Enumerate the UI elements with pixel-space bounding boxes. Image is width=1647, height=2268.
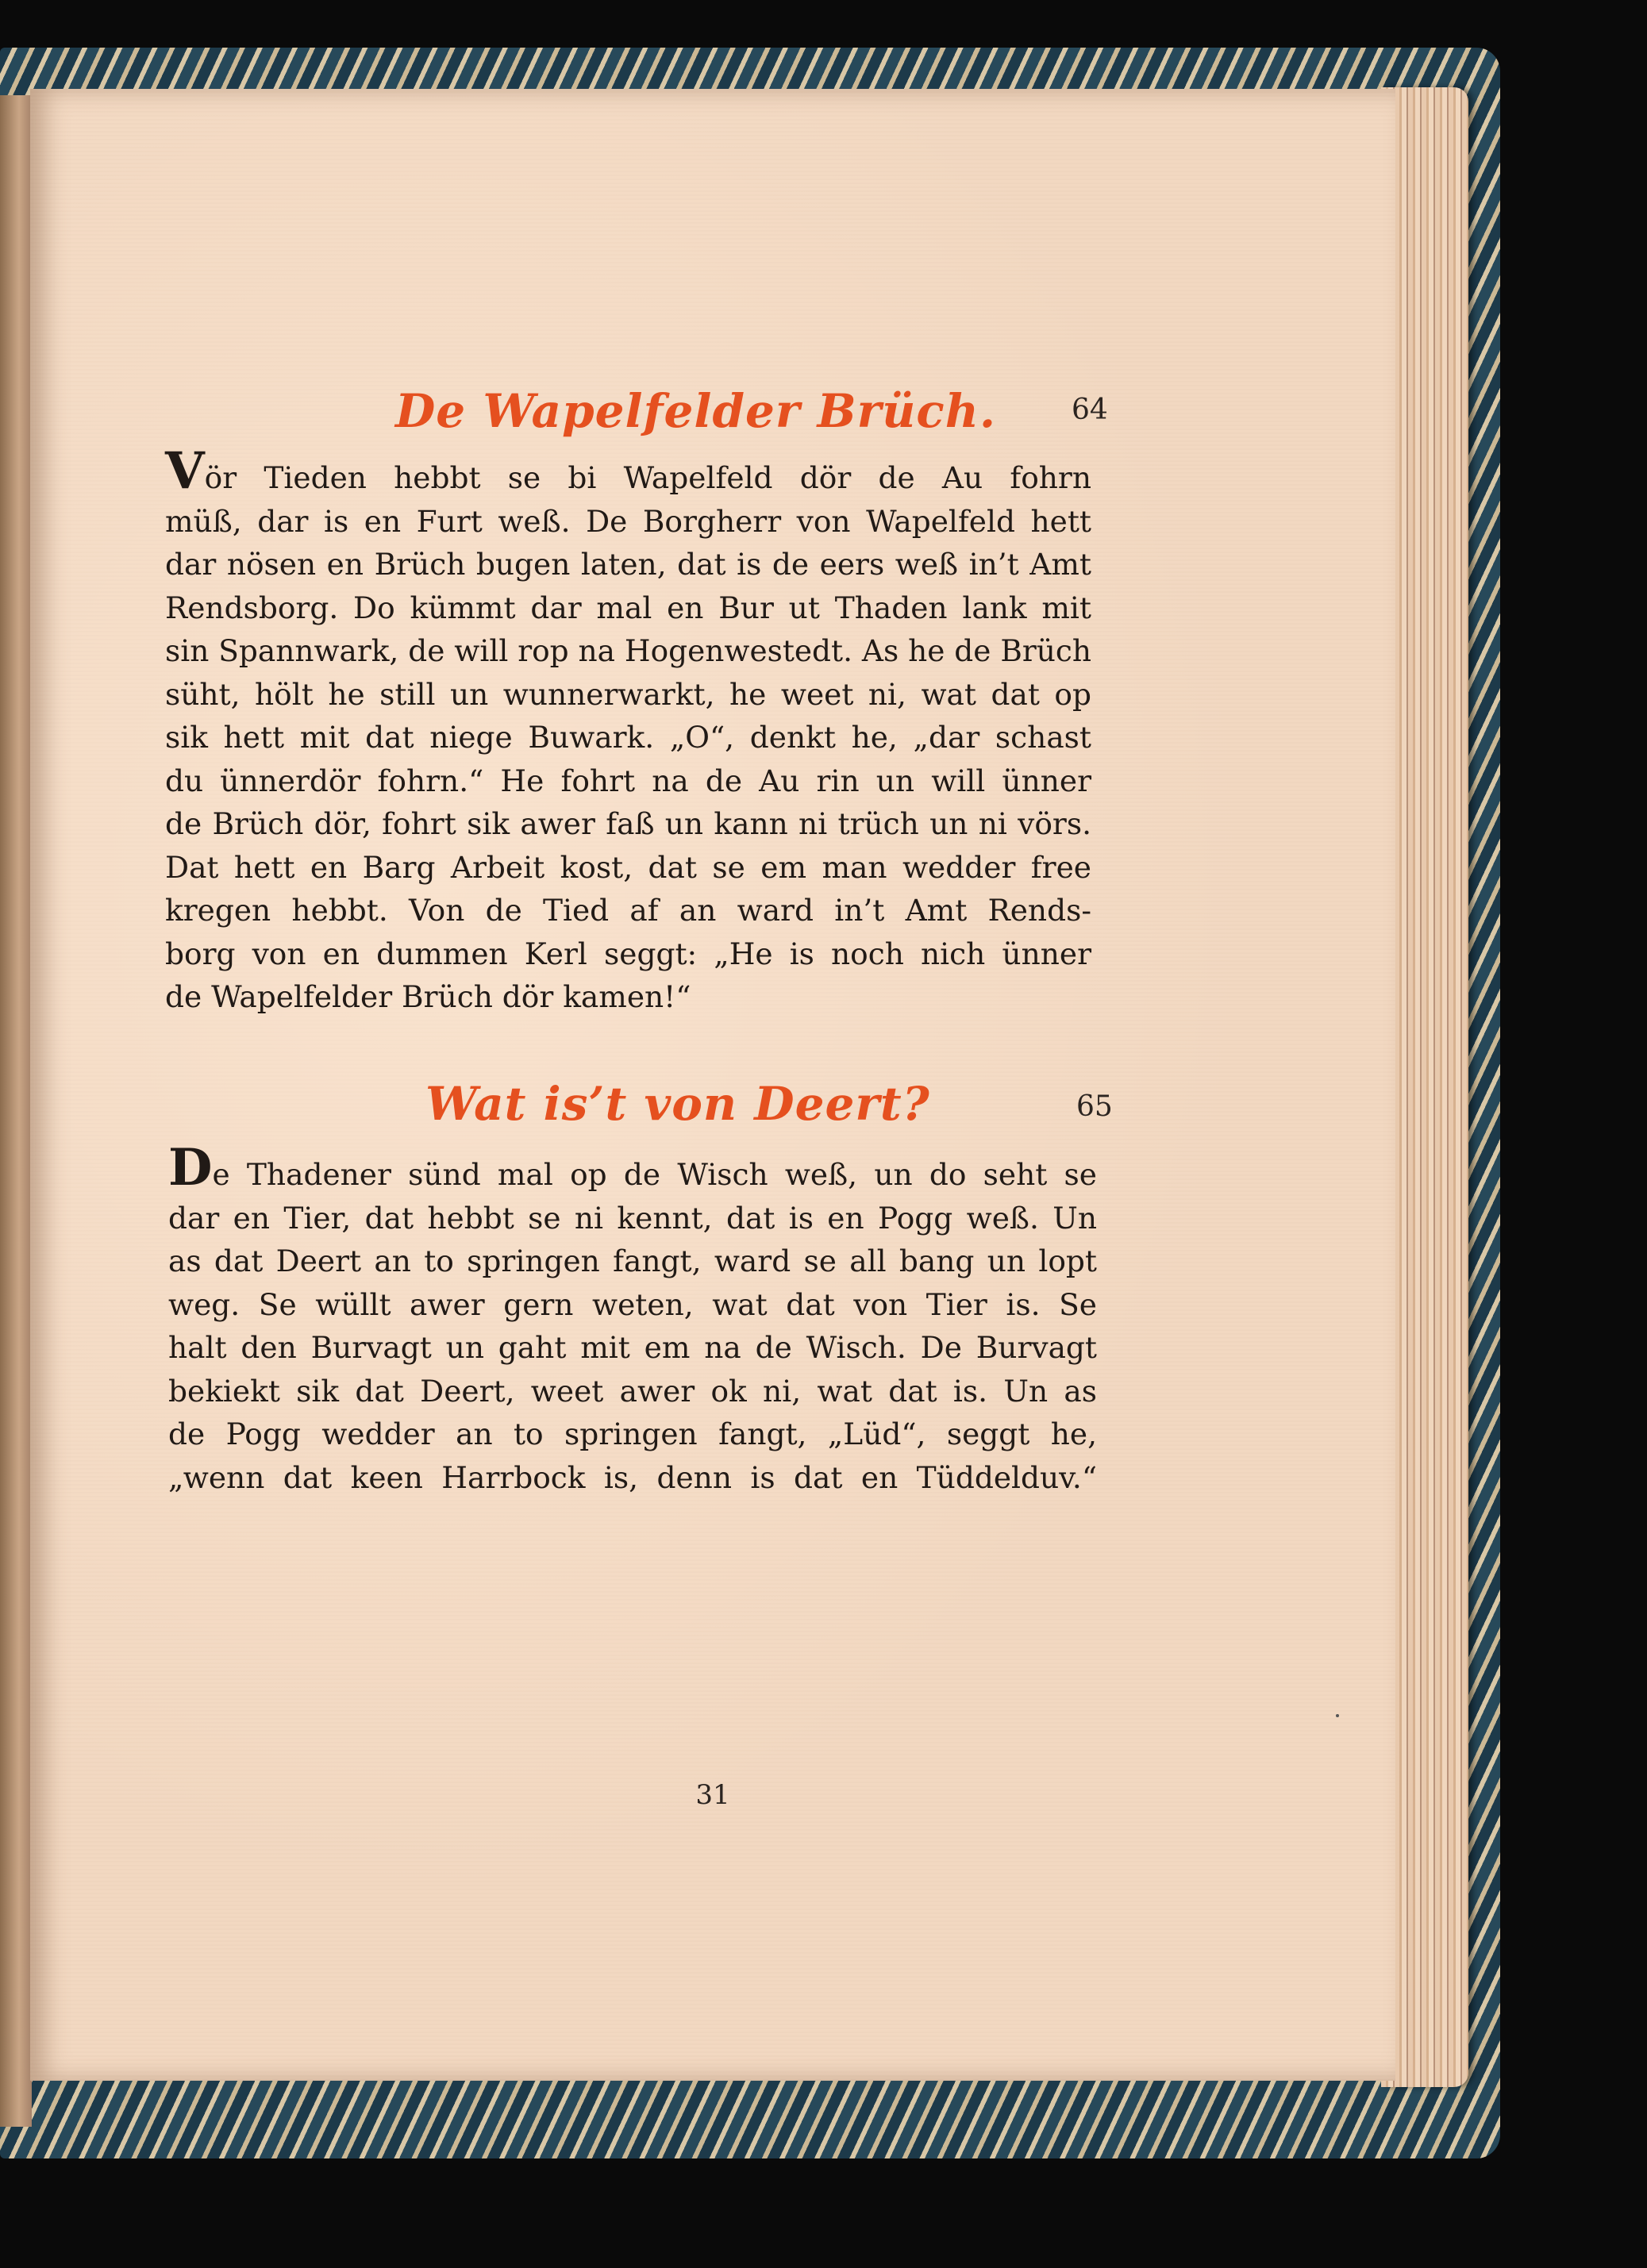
left-page-edge: [0, 95, 32, 2127]
text-line: as dat Deert an to springen fangt, ward se all bang un lopt: [168, 1244, 1097, 1278]
text-line: de Brüch dör, fohrt sik awer faß un kann ni trüch un ni vörs.: [165, 806, 1091, 841]
page-number: 31: [695, 1779, 730, 1811]
text-line: De Thadener sünd mal op de Wisch weß, un do seht se: [168, 1138, 1097, 1197]
text-line: du ünnerdör fohrn.“ He fohrt na de Au rin un will ünner: [165, 763, 1091, 798]
text-line: sik hett mit dat niege Buwark. „O“, denkt he, „dar schast: [165, 720, 1091, 755]
text-line: sin Spannwark, de will rop na Hogenwestedt. As he de Brüch: [165, 633, 1091, 668]
text-line: Dat hett en Barg Arbeit kost, dat se em man wedder free: [165, 849, 1091, 885]
text-line: borg von en dummen Kerl seggt: „He is noch nich ünner: [165, 936, 1091, 971]
text-line: bekiekt sik dat Deert, weet awer ok ni, wat dat is. Un as: [168, 1373, 1097, 1409]
text-line: halt den Burvagt un gaht mit em na de Wisch. De Burvagt: [168, 1330, 1097, 1365]
text-line: dar en Tier, dat hebbt se ni kennt, dat is en Pogg weß. Un: [168, 1200, 1097, 1236]
text-line: „wenn dat keen Harrbock is, denn is dat en Tüddelduv.“: [168, 1459, 1097, 1495]
story-number: 64: [1072, 394, 1108, 426]
drop-cap: D: [168, 1138, 213, 1197]
page-speck: [1336, 1714, 1339, 1717]
text-line: süht, hölt he still un wunnerwarkt, he weet ni, wat dat op: [165, 676, 1091, 712]
story-text: [165, 441, 1091, 1019]
story-title: De Wapelfelder Brüch.: [395, 384, 997, 438]
text-line: Vör Tieden hebbt se bi Wapelfeld dör de Au fohrn: [165, 441, 1091, 501]
book-page: [30, 89, 1395, 2081]
text-line: dar nösen en Brüch bugen laten, dat is de eers weß in’t Amt: [165, 547, 1091, 582]
text-line: weg. Se wüllt awer gern weten, wat dat von Tier is. Se: [168, 1286, 1097, 1322]
story-number: 65: [1076, 1090, 1113, 1123]
text-line: kregen hebbt. Von de Tied af an ward in’t Amt Rends-: [165, 893, 1091, 928]
text-line: de Wapelfelder Brüch dör kamen!“: [165, 979, 691, 1014]
drop-cap: V: [165, 441, 205, 501]
text-line: de Pogg wedder an to springen fangt, „Lüd“, seggt he,: [168, 1417, 1097, 1451]
story-text: [168, 1138, 1097, 1499]
text-line: müß, dar is en Furt weß. De Borgherr von Wapelfeld hett: [165, 503, 1091, 539]
story-title: Wat is’t von Deert?: [425, 1077, 930, 1131]
text-line: Rendsborg. Do kümmt dar mal en Bur ut Thaden lank mit: [165, 590, 1091, 625]
